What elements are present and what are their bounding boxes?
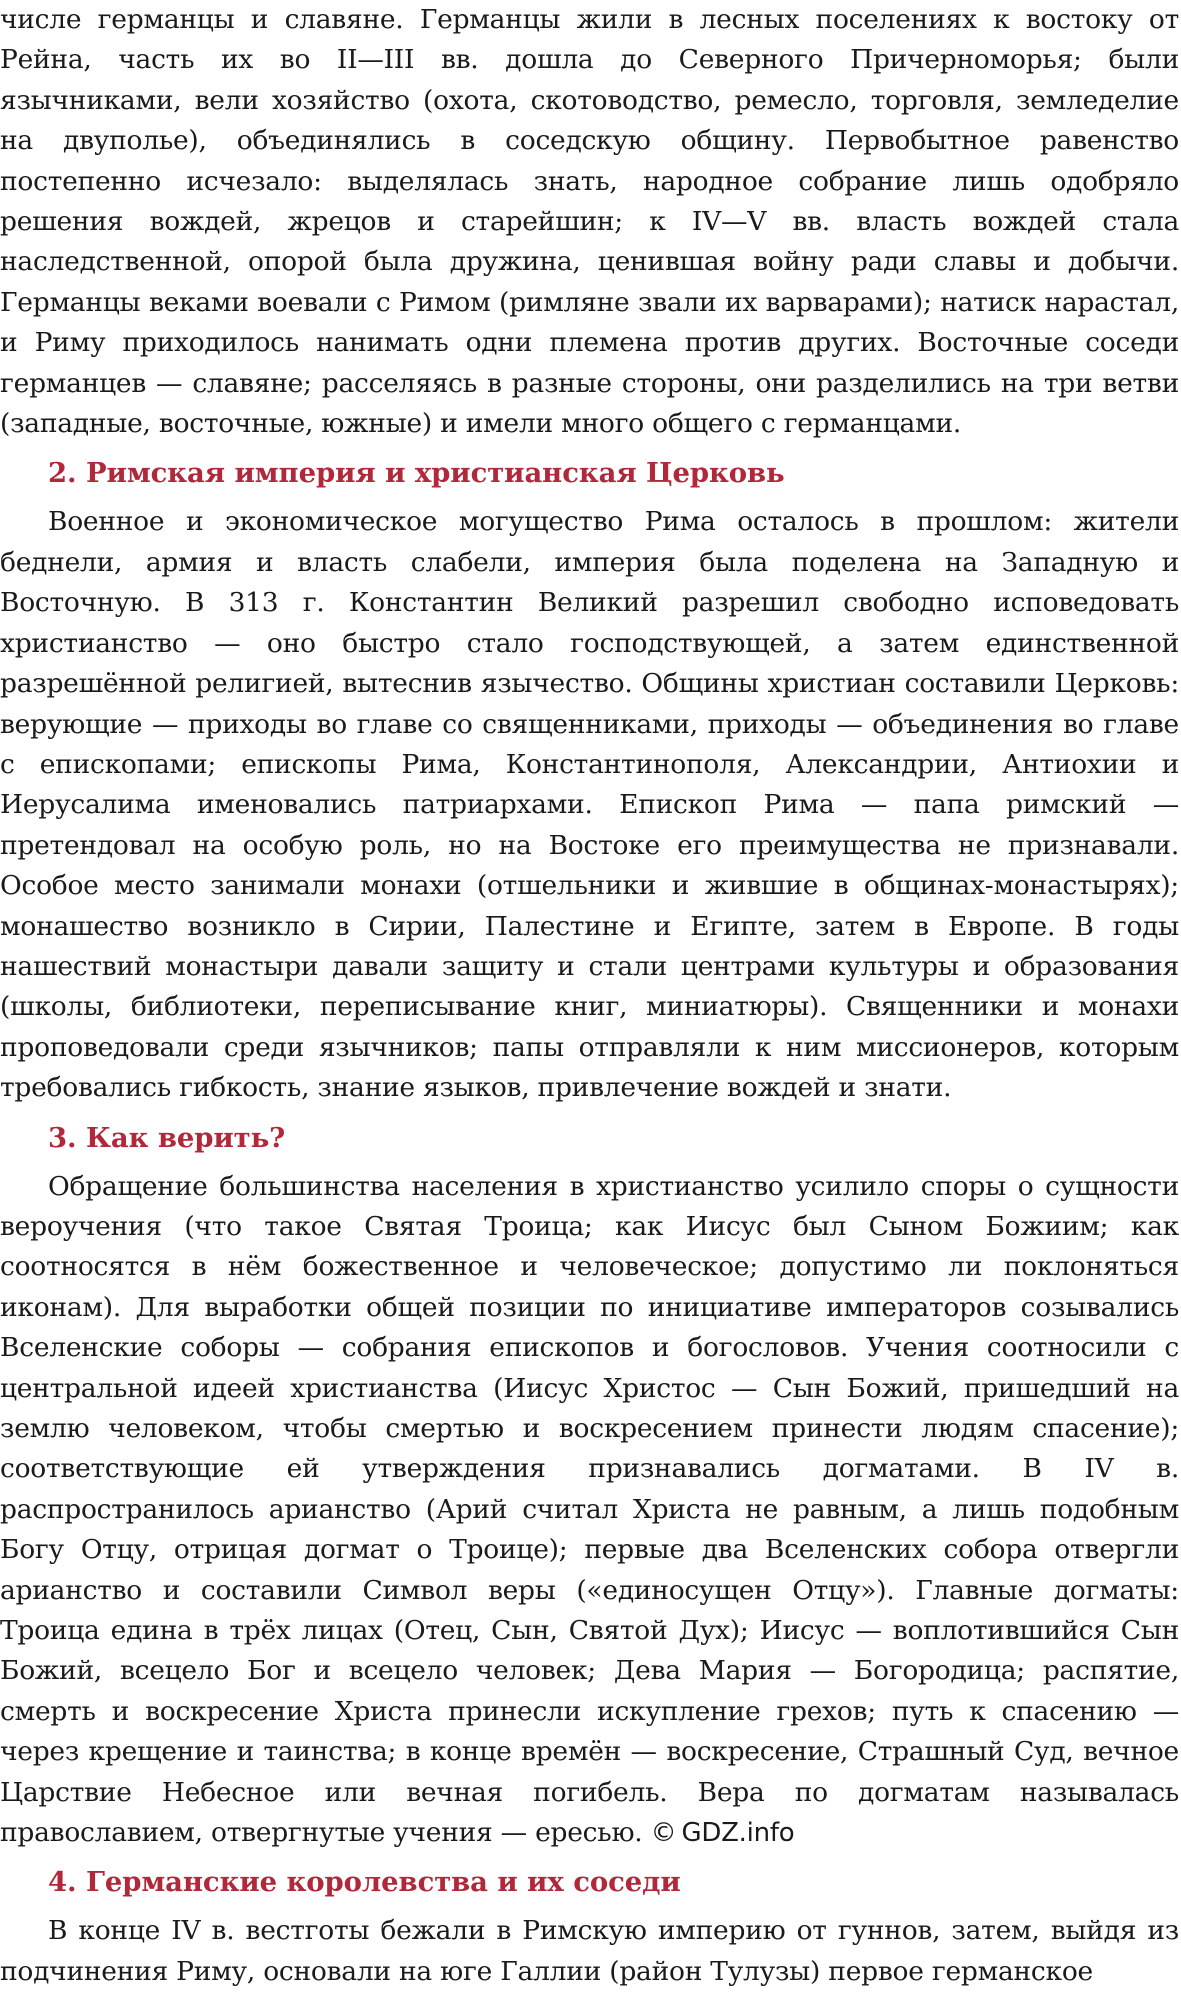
section-heading-roman-empire-church: 2. Римская империя и христианская Церковь [48, 457, 785, 490]
paragraph-how-to-believe [0, 1167, 1179, 1854]
section-heading-how-to-believe: 3. Как верить? [48, 1121, 286, 1154]
watermark-text: GDZ.info [681, 1818, 795, 1849]
paragraph-how-to-believe-text: Обращение большинства населения в христианство усилило споры о сущности вероучения (что такое Святая Троица; как Иисус был Сыном Божиим; как соотносятся в нём божественное и человеческое; допустимо ли поклоняться иконам). Для выработки общей позиции по инициативе императоров созывались Вселенские соборы — собрания епископов и богословов. Учения соотносили с центральной идеей христианства (Иисус Христос — Сын Божий, пришедший на землю человеком, чтобы смертью и воскресением принести людям спасение); соответствующие ей утверждения признавались догматами. В IV в. распространилось арианство (Арий считал Христа не равным, а лишь подобным Богу Отцу, отрицая догмат о Троице); первые два Вселенских собора отвергли арианство и составили Символ веры («единосущен Отцу»). Главные догматы: Троица едина в трёх лицах (Отец, Сын, Святой Дух); Иисус — воплотившийся Сын Божий, всецело Бог и всецело человек; Дева Мария — Богородица; распятие, смерть и воскресение Христа принесли искупление грехов; путь к спасению — через крещение и таинства; в конце времён — воскресение, Страшный Суд, вечное Царствие Небесное или вечная погибель. Вера по догматам называлась православием, отвергнутые учения — ересью. [0, 1170, 1179, 1849]
paragraph-germans-slavs: числе германцы и славяне. Германцы жили в лесных поселениях к востоку от Рейна, часть их во II—III вв. дошла до Северного Причерноморья; были язычниками, вели хозяйство (охота, скотоводство, ремесло, торговля, земледелие на двуполье), объединялись в соседскую общину. Первобытное равенство постепенно исчезало: выделялась знать, народное собрание лишь одобряло решения вождей, жрецов и старейшин; к IV—V вв. власть вождей стала наследственной, опорой была дружина, ценившая войну ради славы и добычи. Германцы веками воевали с Римом (римляне звали их варварами); натиск нарастал, и Риму приходилось нанимать одни племена против других. Восточные соседи германцев — славяне; расселяясь в разные стороны, они разделились на три ветви (западные, восточные, южные) и имели много общего с германцами. [0, 4, 1179, 440]
paragraph-germanic-kingdoms: В конце IV в. вестготы бежали в Римскую империю от гуннов, затем, выйдя из подчинения Риму, основали на юге Галлии (район Тулузы) первое германское [0, 1915, 1179, 1987]
section-heading-germanic-kingdoms: 4. Германские королевства и их соседи [48, 1866, 681, 1899]
paragraph-roman-empire-church: Военное и экономическое могущество Рима осталось в прошлом: жители беднели, армия и власть слабели, империя была поделена на Западную и Восточную. В 313 г. Константин Великий разрешил свободно исповедовать христианство — оно быстро стало господствующей, а затем единственной разрешённой религией, вытеснив язычество. Общины христиан составили Церковь: верующие — приходы во главе со священниками, приходы — объединения во главе с епископами; епископы Рима, Константинополя, Александрии, Антиохии и Иерусалима именовались патриархами. Епископ Рима — папа римский — претендовал на особую роль, но на Востоке его преимущества не признавали. Особое место занимали монахи (отшельники и жившие в общинах-монастырях); монашество возникло в Сирии, Палестине и Египте, затем в Европе. В годы нашествий монастыри давали защиту и стали центрами культуры и образования (школы, библиотеки, переписывание книг, миниатюры). Священники и монахи проповедовали среди язычников; папы отправляли к ним миссионеров, которым требовались гибкость, знание языков, привлечение вождей и знати. [0, 506, 1179, 1104]
copyright-icon: © [650, 1818, 677, 1849]
